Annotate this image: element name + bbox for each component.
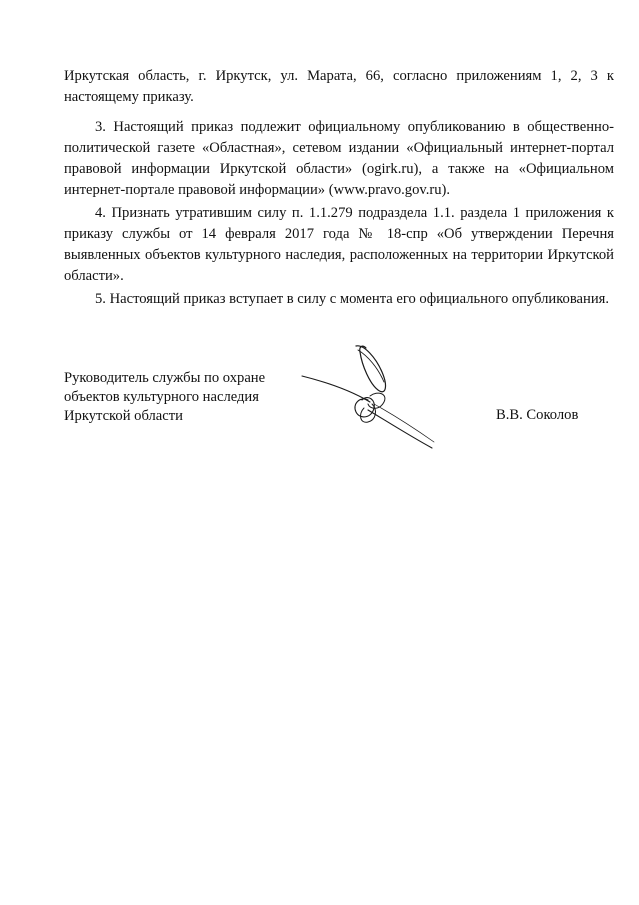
paragraph-address-continuation: Иркутская область, г. Иркутск, ул. Марата, 66, согласно приложениям 1, 2, 3 к настоящему приказу.: [64, 68, 614, 105]
paragraph-repeal: 4. Признать утратившим силу п. 1.1.279 подраздела 1.1. раздела 1 приложения к приказу службы от 14 февраля 2017 года № 18-спр «Об утверждении Перечня выявленных объектов культурного наследия, расположенных на территории Иркутской области».: [64, 205, 614, 284]
signer-position-line: Иркутской области: [64, 408, 183, 424]
signer-position-line: Руководитель службы по охране: [64, 370, 266, 386]
signer-position-line: объектов культурного наследия: [64, 389, 259, 405]
signer-position: [64, 369, 265, 426]
paragraph-effective-date: 5. Настоящий приказ вступает в силу с момента его официального опубликования.: [95, 291, 609, 307]
paragraph-publication: 3. Настоящий приказ подлежит официальному опубликованию в общественно-политической газете «Областная», сетевом издании «Официальный интернет-портал правовой информации Иркутской области» (ogirk.ru), а также на «Официальном интернет-портале правовой информации» (www.pravo.gov.ru).: [64, 119, 614, 198]
signer-name: В.В. Соколов: [496, 407, 579, 423]
handwritten-signature: [298, 338, 448, 450]
